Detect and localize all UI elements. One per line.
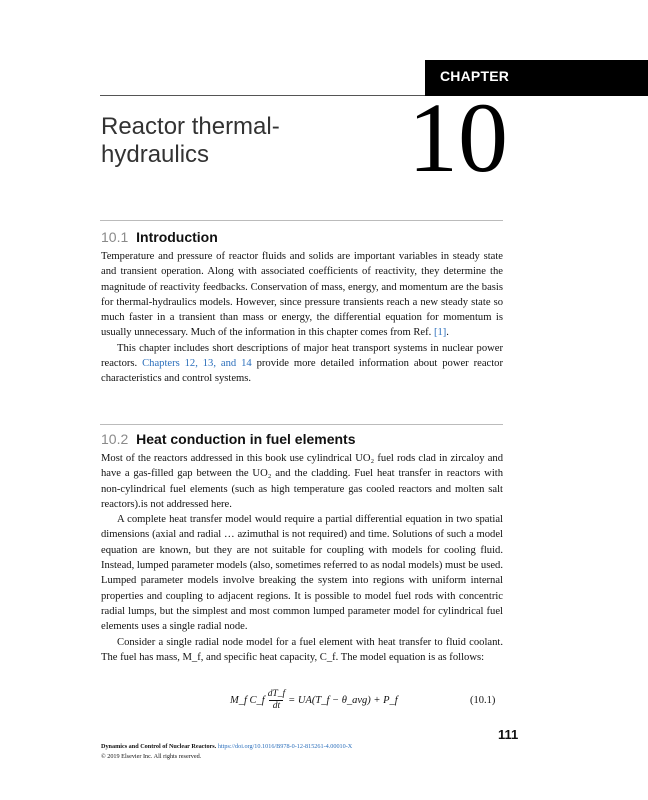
paragraph: A complete heat transfer model would require a partial differential equation in two spatial dimensions (axial and radial … azimuthal is not required) and time. Solutions of such a model equation are known, but they are not suitable for coupling with models for cooling fluid. Instead, lumped parameter models (also, sometimes referred to as nodal models) must be used. Lumped parameter models involve breaking the system into regions with uniform internal properties and coupling to adjacent regions. It is possible to model fuel rods with concentric radial lumps, but the simplest and most common lumped parameter model for cylindrical fuel elements uses a single radial node.	[101, 514, 503, 633]
equation-number: (10.1)	[470, 695, 496, 706]
footer-copyright: © 2019 Elsevier Inc. All rights reserved.	[101, 753, 202, 760]
section-heading-heat-conduction	[101, 431, 356, 447]
section-title: Heat conduction in fuel elements	[136, 431, 356, 447]
footer-citation	[101, 743, 352, 750]
header-rule	[100, 95, 425, 96]
chapters-link[interactable]: Chapters 12, 13, and 14	[142, 358, 252, 370]
page-number: 111	[498, 727, 519, 742]
equation-lhs: M_f C_f	[230, 695, 265, 706]
section-title: Introduction	[136, 229, 218, 245]
chapter-title	[101, 113, 280, 169]
paragraph: Most of the reactors addressed in this book use cylindrical UO₂ fuel rods clad in zircaloy and have a gas-filled gap between the UO₂ and the cladding. Fuel heat transfer in reactors with non-cylindrical fuel elements (such as high temperature gas cooled reactors and molten salt reactors).is not addressed here.	[101, 453, 503, 510]
chapter-number: 10	[408, 82, 508, 193]
chapter-title-line1: Reactor thermal-	[101, 113, 280, 140]
derivative-numerator: dT_f	[267, 689, 286, 699]
derivative-denominator: dt	[272, 701, 281, 711]
section-rule	[100, 220, 503, 221]
chapter-label: CHAPTER	[440, 68, 510, 84]
doi-link[interactable]: https://doi.org/10.1016/B978-0-12-815261-4.00010-X	[217, 743, 353, 750]
reference-link[interactable]: [1]	[433, 327, 447, 339]
section-number: 10.1	[101, 229, 129, 245]
equation-rhs: = UA(T_f − θ_avg) + P_f	[288, 695, 398, 706]
paragraph: This chapter includes short descriptions of major heat transport systems in nuclear power reactors. Chapters 12, 13, and 14 provide more detailed information about power reactor characteristics and control systems.	[101, 342, 504, 385]
section-number: 10.2	[101, 431, 129, 447]
equation-10-1	[230, 689, 398, 712]
paragraph: Consider a single radial node model for a fuel element with heat transfer to fluid coolant. The fuel has mass, M_f, and specific heat capacity, C_f. The model equation is as follows:	[101, 636, 503, 663]
paragraph: Temperature and pressure of reactor fluids and solids are important variables in steady state and transient operation. Along with associated coefficients of reactivity, they determine the magnitude of reactivity feedbacks. Conservation of mass, energy, and momentum are the basis for thermal-hydraulics models. However, since pressure transients reach a new steady state so much faster in a transient than mass or energy, the differential equation for momentum is usually unnecessary. Much of the information in this chapter comes from Ref. [1].	[101, 251, 503, 339]
equation-derivative	[268, 689, 285, 712]
book-title: Dynamics and Control of Nuclear Reactors.	[101, 743, 217, 750]
section-heading-introduction	[101, 229, 218, 245]
chapter-title-line2: hydraulics	[101, 141, 210, 168]
section-rule	[100, 424, 503, 425]
section-body-heat-conduction	[101, 451, 503, 665]
section-body-introduction	[101, 249, 503, 387]
